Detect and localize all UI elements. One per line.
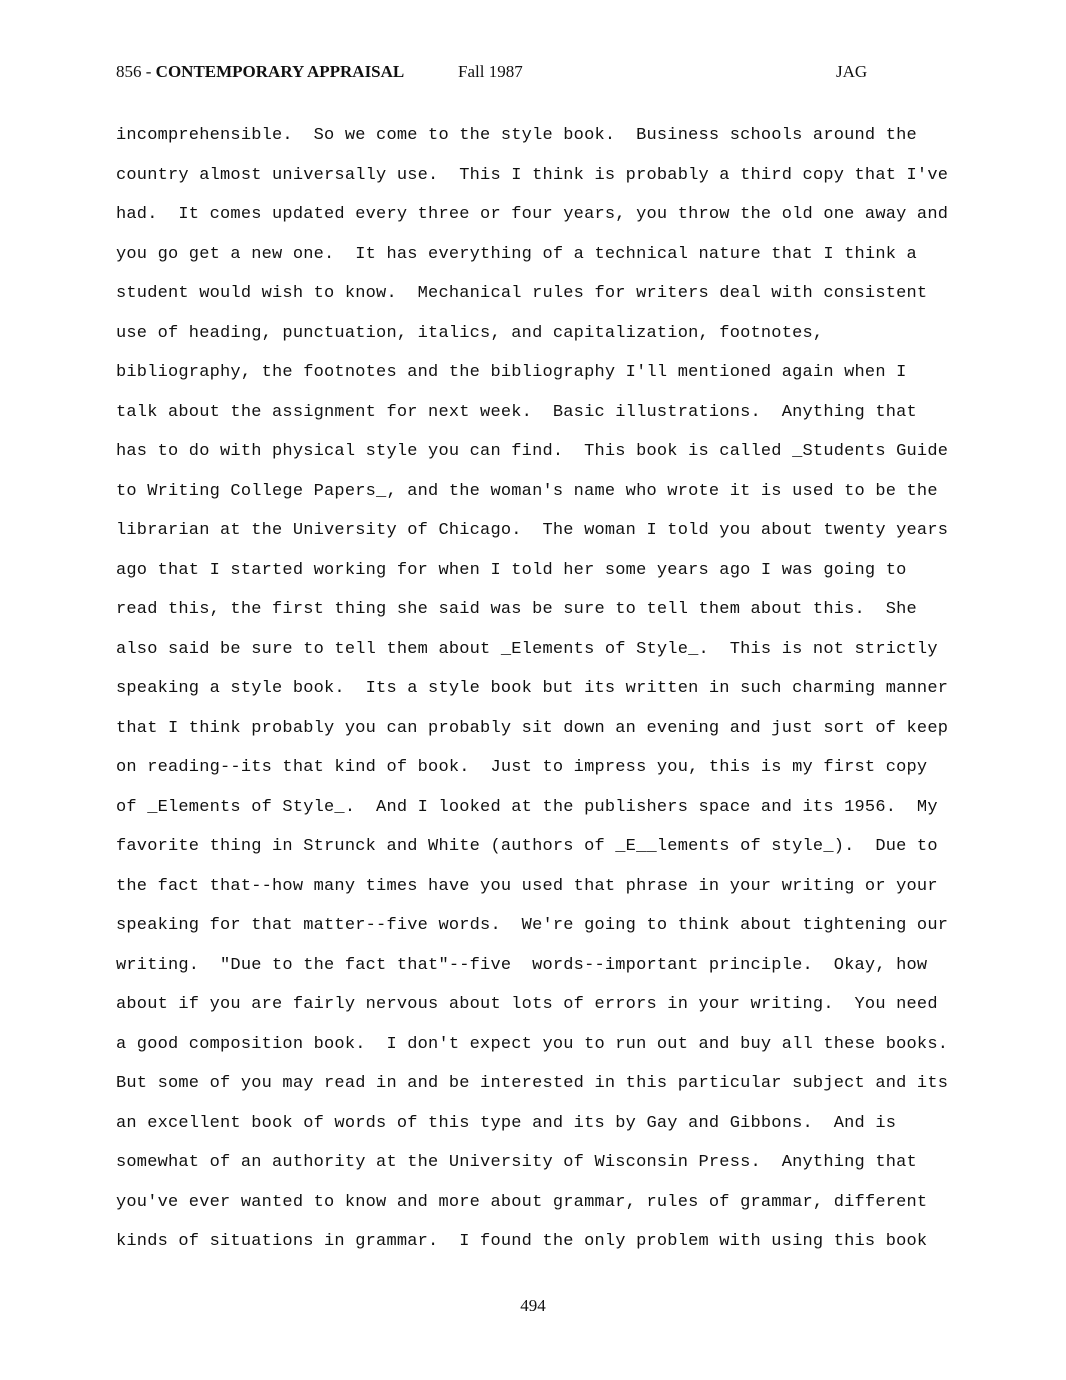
course-heading (116, 62, 404, 82)
course-number: 856 - (116, 62, 156, 81)
author-initials: JAG (836, 62, 868, 81)
transcript-body (116, 116, 956, 1262)
term-label: Fall 1987 (458, 62, 523, 81)
text-line: also said be sure to tell them about _Elements of Style_. This is not strictly (116, 639, 938, 659)
text-line: about if you are fairly nervous about lots of errors in your writing. You need (116, 995, 938, 1014)
text-line: incomprehensible. So we come to the style book. Business schools around the (116, 126, 917, 145)
text-line: speaking for that matter--five words. We're going to think about tightening our (116, 916, 949, 935)
text-line: speaking a style book. Its a style book but its written in such charming manner (116, 679, 949, 698)
text-line: to Writing College Papers_, and the woman's name who wrote it is used to be the (116, 481, 938, 501)
text-line: you go get a new one. It has everything of a technical nature that I think a (116, 244, 917, 264)
course-title: CONTEMPORARY APPRAISAL (155, 62, 405, 81)
text-line: use of heading, punctuation, italics, and capitalization, footnotes, (116, 323, 824, 343)
text-line: ago that I started working for when I told her some years ago I was going to (116, 560, 907, 580)
text-line: student would wish to know. Mechanical rules for writers deal with consistent (116, 284, 928, 303)
text-line: bibliography, the footnotes and the bibliography I'll mentioned again when I (116, 363, 907, 382)
text-line: librarian at the University of Chicago. The woman I told you about twenty years (116, 521, 949, 540)
text-line: talk about the assignment for next week. Basic illustrations. Anything that (116, 402, 917, 422)
text-line: writing. "Due to the fact that"--five words--important principle. Okay, how (116, 955, 928, 975)
page-number: 494 (520, 1296, 546, 1315)
text-line: somewhat of an authority at the University of Wisconsin Press. Anything that (116, 1153, 917, 1172)
text-line: read this, the first thing she said was be sure to tell them about this. She (116, 600, 917, 619)
text-line: on reading--its that kind of book. Just to impress you, this is my first copy (116, 758, 928, 777)
text-line: had. It comes updated every three or four years, you throw the old one away and (116, 205, 949, 224)
text-line: the fact that--how many times have you used that phrase in your writing or your (116, 876, 938, 896)
text-line: has to do with physical style you can find. This book is called _Students Guide (116, 442, 949, 461)
page-header (116, 62, 956, 86)
text-line: you've ever wanted to know and more about grammar, rules of grammar, different (116, 1192, 928, 1212)
text-line: a good composition book. I don't expect you to run out and buy all these books. (116, 1034, 949, 1054)
text-line: favorite thing in Strunck and White (authors of _E__lements of style_). Due to (116, 837, 938, 856)
text-line: an excellent book of words of this type and its by Gay and Gibbons. And is (116, 1113, 897, 1133)
text-line: kinds of situations in grammar. I found the only problem with using this book (116, 1232, 928, 1251)
text-line: that I think probably you can probably sit down an evening and just sort of keep (116, 718, 949, 738)
text-line: country almost universally use. This I think is probably a third copy that I've (116, 165, 949, 185)
text-line: of _Elements of Style_. And I looked at the publishers space and its 1956. My (116, 797, 938, 817)
text-line: But some of you may read in and be interested in this particular subject and its (116, 1074, 949, 1093)
